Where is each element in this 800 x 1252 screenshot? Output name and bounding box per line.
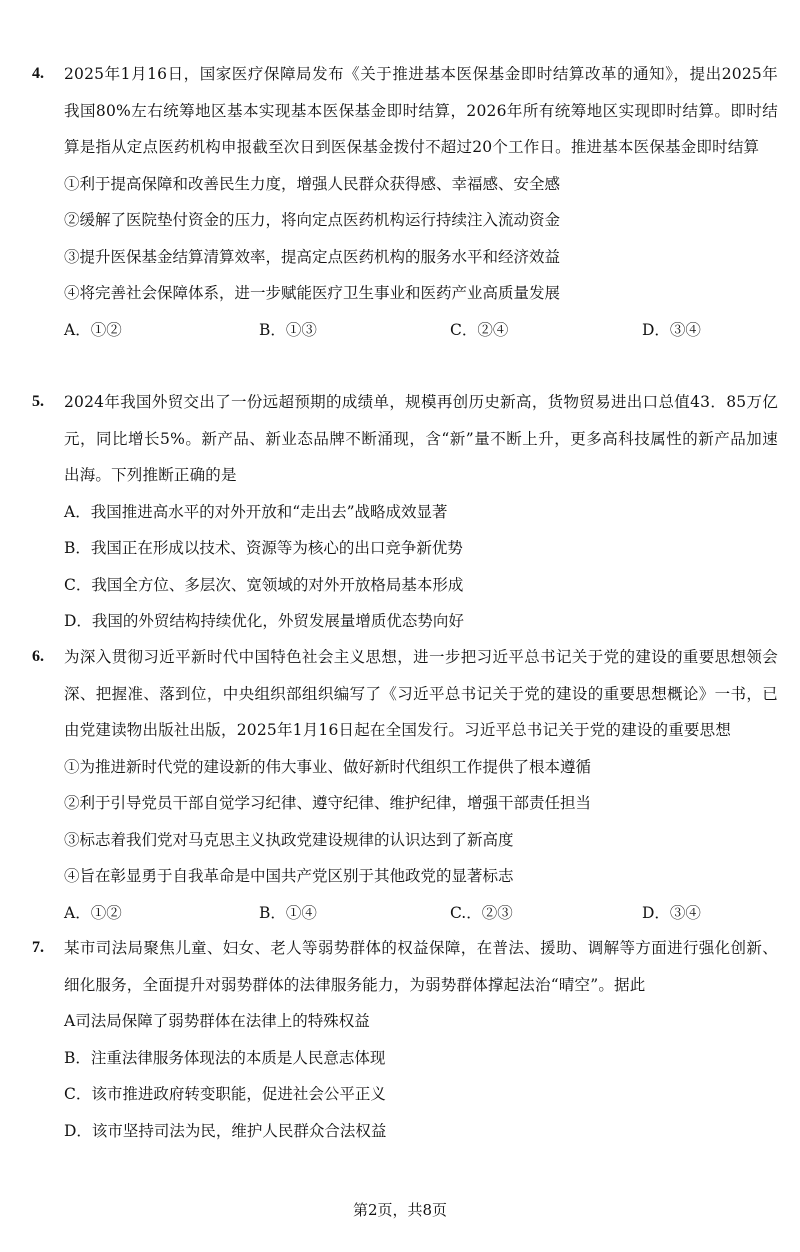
statement-2: ②缓解了医院垫付资金的压力，将向定点医药机构运行持续注入流动资金	[64, 211, 561, 229]
option-a[interactable]: A．①②	[64, 320, 122, 339]
question-number: 6.	[32, 648, 44, 665]
option-d[interactable]: D．③④	[642, 903, 701, 922]
statement-1: ①为推进新时代党的建设新的伟大事业、做好新时代组织工作提供了根本遵循	[64, 757, 592, 776]
question-5	[32, 384, 778, 640]
option-b[interactable]: B．注重法律服务体现法的本质是人民意志体现	[64, 1048, 386, 1067]
option-b[interactable]: B．我国正在形成以技术、资源等为核心的出口竞争新优势	[64, 539, 463, 557]
option-c[interactable]: C．我国全方位、多层次、宽领域的对外开放格局基本形成	[64, 575, 464, 594]
option-b[interactable]: B．①③	[259, 320, 317, 339]
question-stem: 2024年我国外贸交出了一份远超预期的成绩单，规模再创历史新高，货物贸易进出口总值43．85万亿元，同比增长5%。新产品、新业态品牌不断涌现，含“新”量不断上升，更多高科技属性的新产品加速出海。下列推断正确的是	[64, 393, 778, 484]
option-a[interactable]: A司法局保障了弱势群体在法律上的特殊权益	[64, 1012, 370, 1030]
question-6	[32, 639, 778, 931]
option-d[interactable]: D．③④	[642, 320, 701, 339]
question-number: 7.	[32, 939, 44, 956]
option-c[interactable]: C．该市推进政府转变职能，促进社会公平正义	[64, 1085, 386, 1103]
option-c[interactable]: C.．②③	[450, 903, 513, 922]
statement-4: ④将完善社会保障体系，进一步赋能医疗卫生事业和医药产业高质量发展	[64, 284, 561, 302]
option-a[interactable]: A．①②	[64, 903, 122, 922]
statement-3: ③标志着我们党对马克思主义执政党建设规律的认识达到了新高度	[64, 830, 514, 849]
option-b[interactable]: B．①④	[259, 903, 317, 922]
options-row	[64, 312, 778, 349]
option-c[interactable]: C．②④	[450, 320, 509, 339]
option-d[interactable]: D．该市坚持司法为民，维护人民群众合法权益	[64, 1121, 387, 1140]
statement-3: ③提升医保基金结算清算效率，提高定点医药机构的服务水平和经济效益	[64, 247, 561, 266]
statement-4: ④旨在彰显勇于自我革命是中国共产党区别于其他政党的显著标志	[64, 867, 514, 885]
question-number: 5.	[32, 393, 44, 410]
question-stem: 为深入贯彻习近平新时代中国特色社会主义思想，进一步把习近平总书记关于党的建设的重要思想领会深、把握准、落到位，中央组织部组织编写了《习近平总书记关于党的建设的重要思想概论》一书，已由党建读物出版社出版，2025年1月16日起在全国发行。习近平总书记关于党的建设的重要思想	[64, 648, 778, 739]
option-d[interactable]: D．我国的外贸结构持续优化，外贸发展量增质优态势向好	[64, 612, 464, 630]
question-number: 4.	[32, 65, 44, 82]
option-a[interactable]: A．我国推进高水平的对外开放和“走出去”战略成效显著	[64, 502, 448, 521]
statement-2: ②利于引导党员干部自觉学习纪律、遵守纪律、维护纪律，增强干部责任担当	[64, 794, 592, 812]
question-4	[32, 56, 778, 348]
question-stem: 某市司法局聚焦儿童、妇女、老人等弱势群体的权益保障，在普法、援助、调解等方面进行强化创新、细化服务，全面提升对弱势群体的法律服务能力，为弱势群体撑起法治“晴空”。据此	[64, 939, 778, 994]
page-footer: 第2页，共8页	[352, 1201, 448, 1219]
options-row	[64, 895, 778, 932]
statement-1: ①利于提高保障和改善民生力度，增强人民群众获得感、幸福感、安全感	[64, 174, 561, 193]
question-7	[32, 930, 778, 1149]
question-stem: 2025年1月16日，国家医疗保障局发布《关于推进基本医保基金即时结算改革的通知》，提出2025年我国80%左右统筹地区基本实现基本医保基金即时结算，2026年所有统筹地区实现即时结算。即时结算是指从定点医药机构申报截至次日到医保基金拨付不超过20个工作日。推进基本医保基金即时结算	[64, 65, 778, 156]
